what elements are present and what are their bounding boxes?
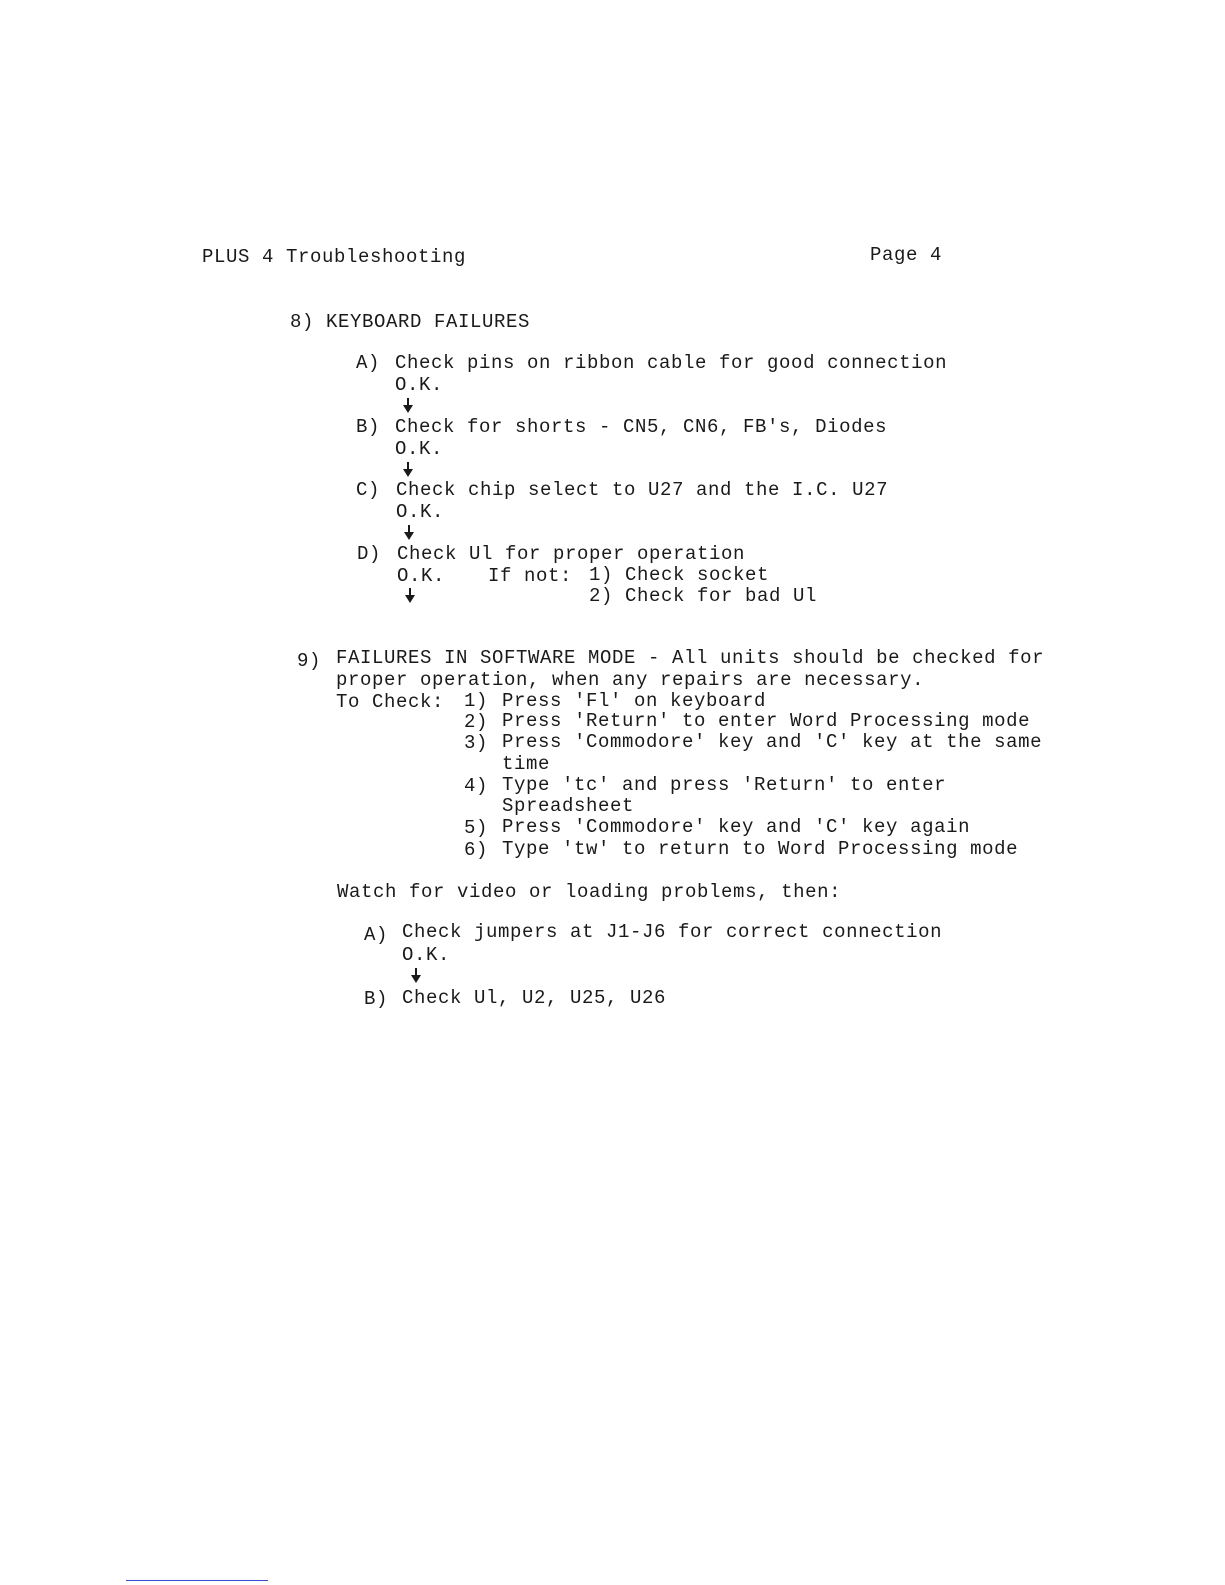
document-title: PLUS 4 Troubleshooting: [202, 246, 467, 268]
section-9-number: 9): [297, 650, 322, 672]
step-8b-text: Check for shorts - CN5, CN6, FB's, Diodes: [395, 416, 888, 438]
down-arrow-icon: [404, 525, 414, 540]
check-step-3-text: Press 'Commodore' key and 'C' key at the same: [502, 731, 1043, 753]
page-bottom-rule: [126, 1580, 268, 1581]
check-step-4-num: 4): [464, 775, 489, 797]
watch-line: Watch for video or loading problems, then:: [337, 881, 842, 903]
step-8b-ok: O.K.: [395, 438, 444, 460]
check-step-6-num: 6): [464, 839, 489, 861]
check-step-3-num: 3): [464, 732, 489, 754]
step-8c-label: C): [356, 479, 381, 501]
check-step-2-text: Press 'Return' to enter Word Processing mode: [502, 710, 1031, 732]
check-9b-label: B): [364, 988, 389, 1010]
section-9-line2: proper operation, when any repairs are necessary.: [336, 669, 925, 691]
check-step-1-num: 1): [464, 690, 489, 712]
check-step-4-text-cont: Spreadsheet: [502, 795, 635, 817]
check-9a-ok: O.K.: [402, 944, 451, 966]
step-8d-label: D): [357, 543, 382, 565]
check-9a-label: A): [364, 924, 389, 946]
check-step-1-text: Press 'Fl' on keyboard: [502, 690, 767, 712]
section-9-line1: FAILURES IN SOFTWARE MODE - All units should be checked for: [336, 647, 1045, 669]
down-arrow-icon: [403, 398, 413, 413]
down-arrow-icon: [405, 588, 415, 603]
check-step-5-num: 5): [464, 817, 489, 839]
check-9b-text: Check Ul, U2, U25, U26: [402, 987, 667, 1009]
check-step-5-text: Press 'Commodore' key and 'C' key again: [502, 816, 971, 838]
down-arrow-icon: [403, 462, 413, 477]
step-8a-ok: O.K.: [395, 374, 444, 396]
step-8b-label: B): [356, 416, 381, 438]
to-check-label: To Check:: [336, 691, 445, 713]
step-8c-ok: O.K.: [396, 501, 445, 523]
check-step-2-num: 2): [464, 711, 489, 733]
step-8d-sub2: 2) Check for bad Ul: [589, 585, 818, 607]
step-8a-label: A): [356, 352, 381, 374]
check-step-4-text: Type 'tc' and press 'Return' to enter: [502, 774, 947, 796]
check-9a-text: Check jumpers at J1-J6 for correct connection: [402, 921, 943, 943]
check-step-3-text-cont: time: [502, 753, 551, 775]
page-number: Page 4: [870, 244, 943, 266]
section-8-heading: 8) KEYBOARD FAILURES: [290, 311, 531, 333]
step-8d-sub1: 1) Check socket: [589, 564, 770, 586]
step-8d-ok: O.K.: [397, 565, 446, 587]
step-8d-ifnot: If not:: [488, 565, 573, 587]
down-arrow-icon: [411, 968, 421, 983]
check-step-6-text: Type 'tw' to return to Word Processing mode: [502, 838, 1019, 860]
step-8a-text: Check pins on ribbon cable for good connection: [395, 352, 948, 374]
step-8d-text: Check Ul for proper operation: [397, 543, 746, 565]
step-8c-text: Check chip select to U27 and the I.C. U27: [396, 479, 889, 501]
